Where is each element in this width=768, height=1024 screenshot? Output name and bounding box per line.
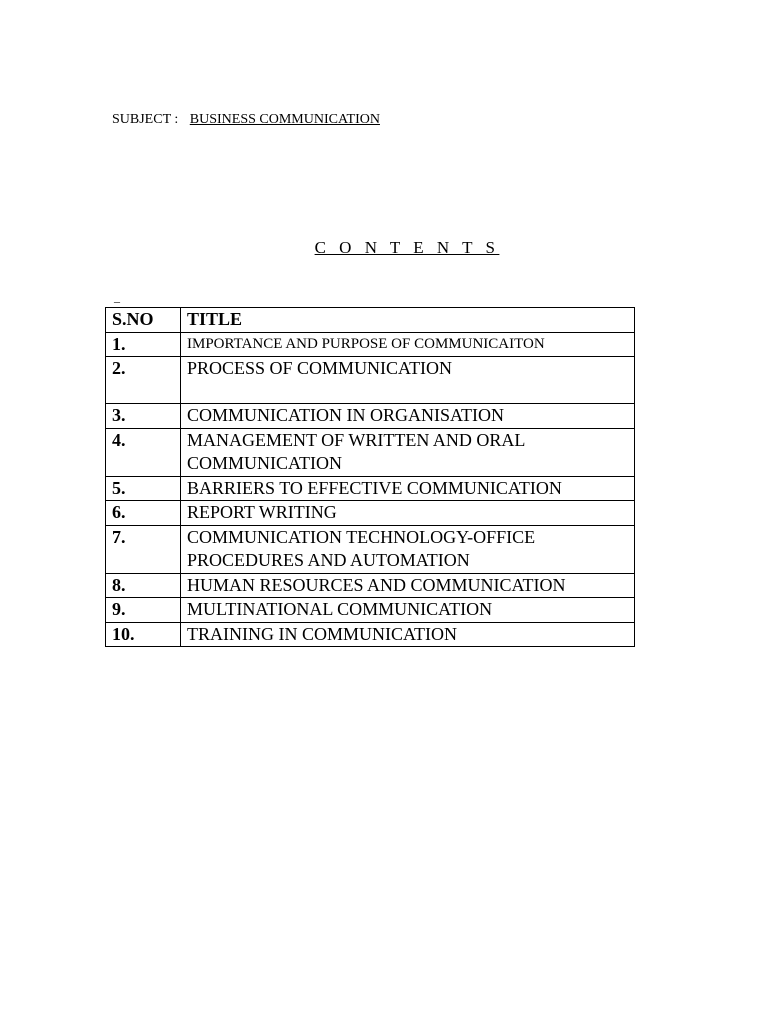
row-title: REPORT WRITING	[181, 501, 635, 526]
table-row	[106, 598, 635, 623]
row-number: 3.	[106, 404, 181, 429]
subject-label: SUBJECT :	[112, 112, 179, 127]
row-number: 9.	[106, 598, 181, 623]
table-header-row	[106, 308, 635, 333]
header-title: TITLE	[181, 308, 635, 333]
row-title: COMMUNICATION TECHNOLOGY-OFFICE PROCEDURES AND AUTOMATION	[181, 525, 635, 573]
table-row	[106, 404, 635, 429]
header-sno: S.NO	[106, 308, 181, 333]
table-row	[106, 573, 635, 598]
row-number: 2.	[106, 357, 181, 404]
subject-value: BUSINESS COMMUNICATION	[189, 112, 380, 127]
row-title: IMPORTANCE AND PURPOSE OF COMMUNICAITON	[181, 332, 635, 357]
subject-line	[112, 112, 380, 128]
row-title: PROCESS OF COMMUNICATION	[181, 357, 635, 404]
row-number: 10.	[106, 622, 181, 647]
row-title: TRAINING IN COMMUNICATION	[181, 622, 635, 647]
table-row	[106, 501, 635, 526]
row-title: HUMAN RESOURCES AND COMMUNICATION	[181, 573, 635, 598]
contents-heading: C O N T E N T S	[314, 238, 500, 257]
row-title: MULTINATIONAL COMMUNICATION	[181, 598, 635, 623]
contents-table	[105, 307, 635, 647]
row-title: BARRIERS TO EFFECTIVE COMMUNICATION	[181, 476, 635, 501]
row-number: 5.	[106, 476, 181, 501]
row-number: 4.	[106, 428, 181, 476]
row-title: MANAGEMENT OF WRITTEN AND ORAL COMMUNICATION	[181, 428, 635, 476]
table-row	[106, 476, 635, 501]
row-title: COMMUNICATION IN ORGANISATION	[181, 404, 635, 429]
row-number: 1.	[106, 332, 181, 357]
row-number: 7.	[106, 525, 181, 573]
row-number: 6.	[106, 501, 181, 526]
table-row	[106, 357, 635, 404]
table-row	[106, 525, 635, 573]
row-number: 8.	[106, 573, 181, 598]
table-row	[106, 622, 635, 647]
stray-mark: _	[114, 290, 120, 304]
table-row	[106, 428, 635, 476]
table-row	[106, 332, 635, 357]
